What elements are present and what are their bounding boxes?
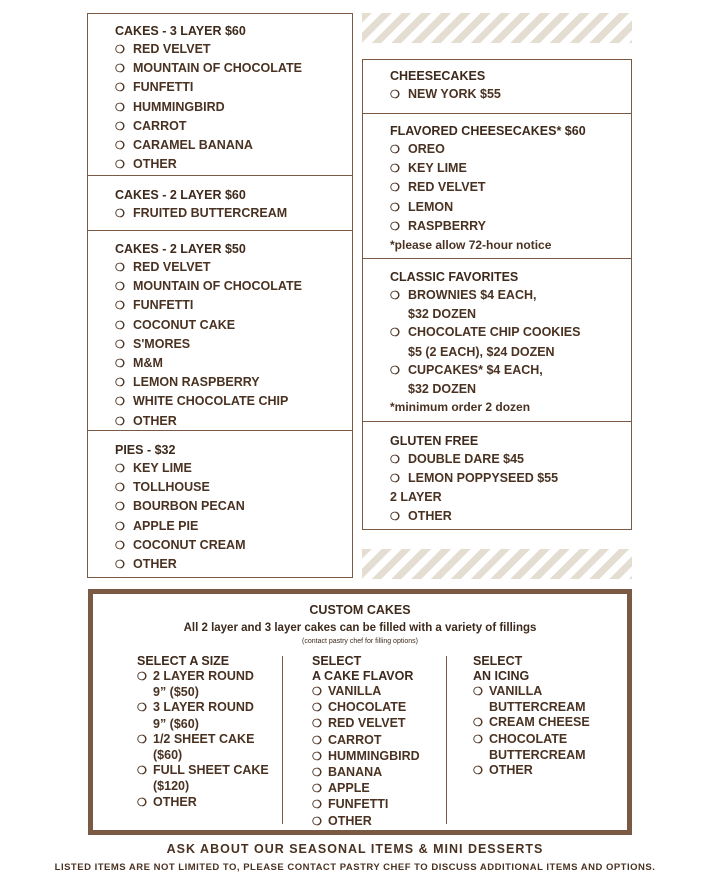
checkbox-circle-icon[interactable]: ❍	[115, 44, 125, 56]
item-label: FUNFETTI	[328, 797, 389, 812]
column-heading-line: AN ICING	[473, 669, 530, 683]
item-label: RASPBERRY	[408, 218, 487, 233]
list-item	[115, 478, 246, 497]
list-item	[115, 555, 246, 574]
section-title: GLUTEN FREE	[390, 434, 479, 448]
list-item	[115, 316, 302, 335]
left-menu-box	[87, 13, 353, 578]
minimum-order-note: *minimum order 2 dozen	[390, 400, 531, 415]
checkbox-circle-icon[interactable]: ❍	[390, 163, 400, 176]
column-items	[312, 684, 420, 830]
item-continuation: $32 DOZEN	[408, 382, 477, 397]
item-label: LEMON POPPYSEED $55	[408, 471, 559, 486]
item-label: MOUNTAIN OF CHOCOLATE	[133, 279, 302, 294]
checkbox-circle-icon[interactable]: ❍	[137, 796, 147, 809]
column-heading-line: A CAKE FLAVOR	[312, 669, 414, 683]
checkbox-circle-icon[interactable]: ❍	[115, 358, 125, 371]
list-item	[115, 392, 302, 411]
item-continuation: $32 DOZEN	[408, 307, 477, 322]
footer-disclaimer: LISTED ITEMS ARE NOT LIMITED TO, PLEASE CONTACT PASTRY CHEF TO DISCUSS ADDITIONAL ITEMS AND OPTIONS.	[54, 862, 656, 873]
checkbox-circle-icon[interactable]: ❍	[115, 262, 125, 274]
checkbox-circle-icon[interactable]: ❍	[473, 717, 483, 730]
section-cakes-2-layer-60	[88, 175, 352, 231]
item-label: OTHER	[133, 413, 177, 428]
item-continuation: 9” ($60)	[153, 716, 199, 731]
list-item	[115, 277, 302, 296]
item-label: BROWNIES $4 EACH,	[408, 288, 537, 302]
item-label: VANILLA	[489, 684, 543, 698]
item-label: CARAMEL BANANA	[133, 138, 253, 153]
checkbox-circle-icon[interactable]: ❍	[115, 63, 125, 76]
item-label: LEMON	[408, 199, 454, 214]
section-title: CAKES - 2 LAYER $50	[115, 242, 246, 256]
list-item	[115, 40, 302, 59]
item-label: VANILLA	[328, 684, 382, 698]
notice-note: *please allow 72-hour notice	[390, 238, 552, 253]
item-continuation: ($120)	[153, 779, 190, 794]
list-item	[115, 412, 302, 431]
checkbox-circle-icon[interactable]: ❍	[390, 364, 400, 377]
item-list	[390, 286, 580, 398]
list-item	[115, 497, 246, 516]
list-item	[312, 733, 420, 749]
column-items	[473, 684, 590, 779]
column-heading	[137, 654, 269, 669]
decorative-stripe-top	[362, 13, 632, 43]
checkbox-circle-icon[interactable]: ❍	[115, 208, 125, 220]
item-label: TOLLHOUSE	[133, 480, 210, 495]
checkbox-circle-icon[interactable]: ❍	[115, 396, 125, 409]
list-item	[390, 323, 580, 342]
list-item	[115, 517, 246, 536]
column-divider	[282, 656, 283, 824]
column-divider	[446, 656, 447, 824]
checkbox-circle-icon[interactable]: ❍	[137, 765, 147, 778]
list-item	[137, 732, 269, 748]
item-label: KEY LIME	[408, 161, 467, 176]
item-list	[115, 204, 287, 223]
column-heading-line: SELECT A SIZE	[137, 654, 230, 668]
checkbox-circle-icon[interactable]: ❍	[312, 718, 322, 731]
item-label: RED VELVET	[133, 42, 211, 56]
section-title: CLASSIC FAVORITES	[390, 270, 519, 284]
item-label: CUPCAKES* $4 EACH,	[408, 362, 543, 377]
list-item	[390, 361, 580, 380]
column-heading-line: SELECT	[312, 654, 362, 668]
checkbox-circle-icon[interactable]: ❍	[390, 220, 400, 233]
list-item	[115, 78, 302, 97]
checkbox-circle-icon[interactable]: ❍	[115, 559, 125, 572]
list-item	[312, 700, 420, 716]
list-item	[390, 286, 580, 305]
checkbox-circle-icon[interactable]: ❍	[390, 290, 400, 302]
item-label: HUMMINGBIRD	[328, 748, 420, 763]
list-item	[312, 749, 420, 765]
decorative-stripe-bottom	[362, 549, 632, 579]
checkbox-circle-icon[interactable]: ❍	[115, 338, 125, 351]
section-classic-favorites	[363, 258, 631, 422]
item-label: LEMON RASPBERRY	[133, 375, 260, 390]
section-title: CHEESECAKES	[390, 69, 486, 83]
item-label: COCONUT CREAM	[133, 537, 246, 552]
checkbox-circle-icon[interactable]: ❍	[115, 377, 125, 390]
checkbox-circle-icon[interactable]: ❍	[115, 539, 125, 552]
item-label: FUNFETTI	[133, 80, 194, 95]
item-continuation: BUTTERCREAM	[489, 700, 586, 715]
item-label: RED VELVET	[408, 180, 486, 195]
list-item	[390, 217, 586, 236]
checkbox-circle-icon[interactable]: ❍	[312, 815, 322, 828]
list-item	[312, 716, 420, 732]
item-label: M&M	[133, 356, 163, 371]
item-label: 2 LAYER ROUND	[153, 669, 254, 683]
list-item	[312, 814, 420, 830]
checkbox-circle-icon[interactable]: ❍	[390, 473, 400, 486]
list-item	[115, 459, 246, 478]
list-item	[473, 715, 590, 731]
section-title: PIES - $32	[115, 443, 176, 457]
section-title: CAKES - 3 LAYER $60	[115, 24, 246, 38]
checkbox-circle-icon[interactable]: ❍	[115, 482, 125, 495]
list-item	[390, 140, 586, 159]
checkbox-circle-icon[interactable]: ❍	[115, 120, 125, 133]
item-label: DOUBLE DARE $45	[408, 452, 524, 466]
item-label: CHOCOLATE	[489, 731, 568, 746]
checkbox-circle-icon[interactable]: ❍	[312, 686, 322, 698]
checkbox-circle-icon[interactable]: ❍	[390, 89, 400, 101]
section-pies	[88, 430, 352, 579]
checkbox-circle-icon[interactable]: ❍	[137, 733, 147, 746]
checkbox-circle-icon[interactable]: ❍	[137, 702, 147, 715]
item-label: OREO	[408, 142, 445, 156]
item-label: 3 LAYER ROUND	[153, 700, 254, 715]
item-label: RED VELVET	[133, 260, 211, 274]
section-gluten-free	[363, 421, 631, 531]
list-item	[115, 204, 287, 223]
list-item	[473, 732, 590, 748]
item-label: FULL SHEET CAKE	[153, 763, 269, 778]
list-item	[115, 98, 302, 117]
list-item	[115, 117, 302, 136]
checkbox-circle-icon[interactable]: ❍	[115, 520, 125, 533]
item-label: FRUITED BUTTERCREAM	[133, 206, 288, 220]
item-label: OTHER	[133, 557, 177, 572]
item-label: OTHER	[408, 508, 452, 523]
list-item	[115, 296, 302, 315]
item-label: APPLE PIE	[133, 518, 199, 533]
checkbox-circle-icon[interactable]: ❍	[115, 415, 125, 428]
checkbox-circle-icon[interactable]: ❍	[312, 799, 322, 812]
column-heading	[473, 654, 590, 684]
custom-cakes-title: CUSTOM CAKES	[309, 603, 411, 617]
checkbox-circle-icon[interactable]: ❍	[115, 319, 125, 332]
column-select-flavor	[312, 654, 420, 830]
list-item	[115, 258, 302, 277]
checkbox-circle-icon[interactable]: ❍	[390, 327, 400, 340]
list-item	[115, 59, 302, 78]
list-item	[390, 178, 586, 197]
checkbox-circle-icon[interactable]: ❍	[312, 734, 322, 747]
item-continuation: $5 (2 EACH), $24 DOZEN	[408, 344, 555, 359]
item-label: NEW YORK $55	[408, 87, 501, 101]
checkbox-circle-icon[interactable]: ❍	[312, 767, 322, 780]
checkbox-circle-icon[interactable]: ❍	[390, 182, 400, 195]
list-item	[115, 155, 302, 174]
item-list	[390, 140, 586, 236]
list-item	[390, 450, 558, 469]
item-label: RED VELVET	[328, 716, 406, 731]
checkbox-circle-icon[interactable]: ❍	[390, 454, 400, 466]
checkbox-circle-icon[interactable]: ❍	[390, 510, 400, 523]
section-flavored-cheesecakes	[363, 113, 631, 259]
item-label: WHITE CHOCOLATE CHIP	[133, 394, 289, 409]
section-cakes-3-layer	[88, 14, 352, 175]
list-item	[115, 354, 302, 373]
checkbox-circle-icon[interactable]: ❍	[473, 733, 483, 746]
checkbox-circle-icon[interactable]: ❍	[137, 671, 147, 683]
right-menu-box	[362, 59, 632, 530]
item-label: OTHER	[153, 794, 197, 809]
checkbox-circle-icon[interactable]: ❍	[115, 101, 125, 114]
section-title: CAKES - 2 LAYER $60	[115, 188, 246, 202]
list-item	[473, 763, 590, 779]
item-label: CREAM CHEESE	[489, 715, 590, 730]
custom-cakes-subtitle: All 2 layer and 3 layer cakes can be filled with a variety of fillings	[183, 622, 537, 634]
item-label: CHOCOLATE CHIP COOKIES	[408, 325, 581, 340]
item-label: 1/2 SHEET CAKE	[153, 731, 255, 746]
item-label: MOUNTAIN OF CHOCOLATE	[133, 61, 302, 76]
item-label: OTHER	[133, 157, 177, 172]
item-continuation: 9” ($50)	[153, 685, 199, 700]
list-item	[115, 136, 302, 155]
column-select-icing	[473, 654, 590, 779]
item-list	[390, 450, 558, 526]
checkbox-circle-icon[interactable]: ❍	[115, 300, 125, 313]
item-continuation: BUTTERCREAM	[489, 747, 586, 762]
checkbox-circle-icon[interactable]: ❍	[115, 501, 125, 514]
list-item	[137, 700, 269, 716]
checkbox-circle-icon[interactable]: ❍	[115, 463, 125, 475]
list-item	[390, 507, 558, 526]
section-cakes-2-layer-50	[88, 230, 352, 431]
list-item	[312, 765, 420, 781]
list-item	[390, 159, 586, 178]
item-label: OTHER	[489, 763, 533, 778]
list-item	[312, 797, 420, 813]
item-label: FUNFETTI	[133, 298, 194, 313]
custom-cakes-small-note: (contact pastry chef for filling options)	[302, 638, 418, 645]
item-label: KEY LIME	[133, 461, 192, 475]
list-item-label: 2 LAYER	[390, 490, 442, 505]
section-cheesecakes	[363, 60, 631, 113]
list-item	[137, 669, 269, 685]
item-label: CARROT	[328, 732, 382, 747]
checkbox-circle-icon[interactable]: ❍	[115, 140, 125, 153]
section-title: FLAVORED CHEESECAKES* $60	[390, 124, 586, 138]
checkbox-circle-icon[interactable]: ❍	[390, 201, 400, 214]
custom-cakes-box	[88, 589, 632, 835]
footer-seasonal-items: ASK ABOUT OUR SEASONAL ITEMS & MINI DESSERTS	[166, 842, 544, 856]
list-item	[312, 684, 420, 700]
item-label: OTHER	[328, 813, 372, 828]
list-item	[115, 373, 302, 392]
checkbox-circle-icon[interactable]: ❍	[390, 144, 400, 156]
item-continuation: ($60)	[153, 748, 183, 763]
list-item	[115, 536, 246, 555]
list-item	[390, 85, 501, 104]
column-heading	[312, 654, 420, 684]
item-list	[115, 459, 246, 574]
item-list	[390, 85, 501, 104]
item-label: CHOCOLATE	[328, 700, 407, 715]
item-label: HUMMINGBIRD	[133, 99, 225, 114]
list-item	[137, 795, 269, 811]
list-item	[390, 198, 586, 217]
item-label: BOURBON PECAN	[133, 499, 245, 514]
checkbox-circle-icon[interactable]: ❍	[473, 686, 483, 698]
checkbox-circle-icon[interactable]: ❍	[115, 82, 125, 95]
checkbox-circle-icon[interactable]: ❍	[312, 783, 322, 796]
checkbox-circle-icon[interactable]: ❍	[473, 765, 483, 778]
checkbox-circle-icon[interactable]: ❍	[115, 281, 125, 294]
item-list	[115, 258, 302, 431]
list-item	[115, 335, 302, 354]
item-label: S'MORES	[133, 336, 191, 351]
list-item	[137, 763, 269, 779]
item-list	[115, 40, 302, 174]
item-label: COCONUT CAKE	[133, 317, 236, 332]
column-select-size	[137, 654, 269, 811]
list-item	[390, 469, 558, 488]
column-items	[137, 669, 269, 811]
checkbox-circle-icon[interactable]: ❍	[115, 159, 125, 172]
item-label: APPLE	[328, 781, 370, 796]
column-heading-line: SELECT	[473, 654, 523, 668]
checkbox-circle-icon[interactable]: ❍	[312, 750, 322, 763]
item-label: BANANA	[328, 765, 383, 780]
list-item	[312, 781, 420, 797]
list-item	[473, 684, 590, 700]
item-label: CARROT	[133, 118, 187, 133]
checkbox-circle-icon[interactable]: ❍	[312, 702, 322, 715]
